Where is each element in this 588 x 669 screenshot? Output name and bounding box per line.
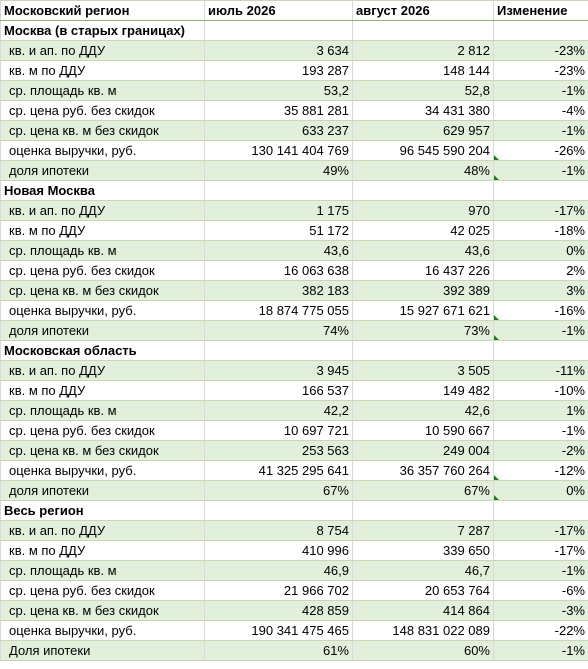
august-value[interactable]: 7 287 [353, 521, 494, 541]
july-value[interactable]: 253 563 [205, 441, 353, 461]
july-value[interactable]: 43,6 [205, 241, 353, 261]
august-value[interactable]: 148 144 [353, 61, 494, 81]
august-value[interactable]: 148 831 022 089 [353, 621, 494, 641]
july-value[interactable]: 53,2 [205, 81, 353, 101]
table-row [1, 461, 588, 481]
august-value[interactable]: 249 004 [353, 441, 494, 461]
july-value[interactable]: 51 172 [205, 221, 353, 241]
change-value[interactable] [494, 321, 588, 341]
metric-label[interactable]: оценка выручки, руб. [1, 141, 205, 161]
change-value[interactable]: -3% [494, 601, 588, 621]
metric-label[interactable]: ср. цена кв. м без скидок [1, 281, 205, 301]
table-row [1, 521, 588, 541]
section-title[interactable]: Московская область [1, 341, 205, 361]
section-empty-cell[interactable] [205, 341, 353, 361]
metric-label[interactable]: оценка выручки, руб. [1, 461, 205, 481]
section-title[interactable]: Весь регион [1, 501, 205, 521]
table-row [1, 581, 588, 601]
comment-marker-icon [494, 315, 500, 321]
july-value[interactable]: 193 287 [205, 61, 353, 81]
july-value[interactable]: 16 063 638 [205, 261, 353, 281]
change-text: 0% [566, 482, 585, 498]
change-text: -16% [554, 302, 585, 318]
august-value[interactable]: 36 357 760 264 [353, 461, 494, 481]
comment-marker-icon [494, 335, 500, 341]
section-empty-cell[interactable] [494, 181, 588, 201]
section-title[interactable]: Москва (в старых границах) [1, 21, 205, 41]
change-value[interactable]: -17% [494, 201, 588, 221]
table-row [1, 201, 588, 221]
table-row [1, 161, 588, 181]
august-value[interactable]: 34 431 380 [353, 101, 494, 121]
table-row [1, 101, 588, 121]
change-value[interactable]: -22% [494, 621, 588, 641]
change-text: -1% [561, 162, 585, 178]
change-value[interactable] [494, 301, 588, 321]
table-row [1, 621, 588, 641]
change-value[interactable]: -18% [494, 221, 588, 241]
table-row [1, 241, 588, 261]
table-body [1, 21, 588, 661]
table-row [1, 81, 588, 101]
metric-label[interactable]: оценка выручки, руб. [1, 621, 205, 641]
header-row [1, 1, 588, 21]
august-value[interactable]: 60% [353, 641, 494, 661]
table-row [1, 41, 588, 61]
table-row [1, 321, 588, 341]
august-value[interactable]: 43,6 [353, 241, 494, 261]
change-value[interactable]: 1% [494, 401, 588, 421]
change-value[interactable]: -1% [494, 81, 588, 101]
header-july[interactable]: июль 2026 [205, 1, 353, 21]
metric-label[interactable]: доля ипотеки [1, 481, 205, 501]
august-value[interactable]: 48% [353, 161, 494, 181]
august-value[interactable]: 15 927 671 621 [353, 301, 494, 321]
change-value[interactable]: -11% [494, 361, 588, 381]
metric-label[interactable]: ср. цена руб. без скидок [1, 421, 205, 441]
section-empty-cell[interactable] [494, 501, 588, 521]
table-row [1, 361, 588, 381]
july-value[interactable]: 3 945 [205, 361, 353, 381]
metric-label[interactable]: кв. и ап. по ДДУ [1, 361, 205, 381]
table-row [1, 61, 588, 81]
metric-label[interactable]: ср. площадь кв. м [1, 81, 205, 101]
august-value[interactable]: 2 812 [353, 41, 494, 61]
july-value[interactable]: 49% [205, 161, 353, 181]
table-row [1, 141, 588, 161]
change-value[interactable]: -4% [494, 101, 588, 121]
july-value[interactable]: 190 341 475 465 [205, 621, 353, 641]
table-row [1, 401, 588, 421]
change-value[interactable]: -17% [494, 541, 588, 561]
august-value[interactable]: 414 864 [353, 601, 494, 621]
metric-label[interactable]: кв. и ап. по ДДУ [1, 41, 205, 61]
august-value[interactable]: 20 653 764 [353, 581, 494, 601]
change-value[interactable]: -23% [494, 41, 588, 61]
august-value[interactable]: 52,8 [353, 81, 494, 101]
july-value[interactable]: 428 859 [205, 601, 353, 621]
table-row [1, 481, 588, 501]
july-value[interactable]: 35 881 281 [205, 101, 353, 121]
table-row [1, 221, 588, 241]
july-value[interactable]: 3 634 [205, 41, 353, 61]
comment-marker-icon [494, 475, 500, 481]
august-value[interactable]: 392 389 [353, 281, 494, 301]
august-value[interactable]: 73% [353, 321, 494, 341]
august-value[interactable]: 149 482 [353, 381, 494, 401]
august-value[interactable]: 339 650 [353, 541, 494, 561]
july-value[interactable]: 410 996 [205, 541, 353, 561]
metric-label[interactable]: ср. цена кв. м без скидок [1, 121, 205, 141]
change-value[interactable] [494, 461, 588, 481]
july-value[interactable]: 1 175 [205, 201, 353, 221]
table-row [1, 441, 588, 461]
july-value[interactable]: 74% [205, 321, 353, 341]
july-value[interactable]: 166 537 [205, 381, 353, 401]
august-value[interactable]: 970 [353, 201, 494, 221]
table-row [1, 121, 588, 141]
section-empty-cell[interactable] [353, 181, 494, 201]
section-row [1, 21, 588, 41]
table-row [1, 601, 588, 621]
august-value[interactable]: 46,7 [353, 561, 494, 581]
change-value[interactable]: -2% [494, 441, 588, 461]
change-value[interactable]: -10% [494, 381, 588, 401]
july-value[interactable]: 382 183 [205, 281, 353, 301]
table-row [1, 261, 588, 281]
metric-label[interactable]: ср. площадь кв. м [1, 241, 205, 261]
table-row [1, 281, 588, 301]
metric-label[interactable]: ср. цена руб. без скидок [1, 261, 205, 281]
august-value[interactable]: 629 957 [353, 121, 494, 141]
header-august[interactable]: август 2026 [353, 1, 494, 21]
metric-label[interactable]: ср. цена руб. без скидок [1, 581, 205, 601]
change-text: -1% [561, 322, 585, 338]
change-value[interactable]: -1% [494, 121, 588, 141]
table-row [1, 641, 588, 661]
august-value[interactable]: 42,6 [353, 401, 494, 421]
comment-marker-icon [494, 155, 500, 161]
section-empty-cell[interactable] [353, 341, 494, 361]
header-change[interactable]: Изменение [494, 1, 588, 21]
july-value[interactable]: 633 237 [205, 121, 353, 141]
july-value[interactable]: 41 325 295 641 [205, 461, 353, 481]
metric-label[interactable]: ср. площадь кв. м [1, 401, 205, 421]
section-empty-cell[interactable] [205, 21, 353, 41]
change-text: -26% [554, 142, 585, 158]
change-value[interactable]: 0% [494, 241, 588, 261]
table-row [1, 561, 588, 581]
july-value[interactable]: 18 874 775 055 [205, 301, 353, 321]
metric-label[interactable]: кв. м по ДДУ [1, 61, 205, 81]
change-value[interactable]: -1% [494, 641, 588, 661]
july-value[interactable]: 8 754 [205, 521, 353, 541]
august-value[interactable]: 67% [353, 481, 494, 501]
change-value[interactable]: -6% [494, 581, 588, 601]
august-value[interactable]: 96 545 590 204 [353, 141, 494, 161]
section-row [1, 181, 588, 201]
metric-label[interactable]: ср. цена кв. м без скидок [1, 601, 205, 621]
metric-label[interactable]: ср. площадь кв. м [1, 561, 205, 581]
metric-label[interactable]: кв. и ап. по ДДУ [1, 521, 205, 541]
change-value[interactable]: -1% [494, 421, 588, 441]
metric-label[interactable]: кв. м по ДДУ [1, 381, 205, 401]
change-value[interactable] [494, 141, 588, 161]
header-region[interactable]: Московский регион [1, 1, 205, 21]
metric-label[interactable]: доля ипотеки [1, 321, 205, 341]
july-value[interactable]: 61% [205, 641, 353, 661]
metric-label[interactable]: доля ипотеки [1, 161, 205, 181]
section-title[interactable]: Новая Москва [1, 181, 205, 201]
comment-marker-icon [494, 495, 500, 501]
august-value[interactable]: 3 505 [353, 361, 494, 381]
table-row [1, 421, 588, 441]
change-value[interactable]: 2% [494, 261, 588, 281]
august-value[interactable]: 10 590 667 [353, 421, 494, 441]
metric-label[interactable]: оценка выручки, руб. [1, 301, 205, 321]
metric-label[interactable]: кв. м по ДДУ [1, 541, 205, 561]
july-value[interactable]: 10 697 721 [205, 421, 353, 441]
section-empty-cell[interactable] [353, 21, 494, 41]
july-value[interactable]: 42,2 [205, 401, 353, 421]
july-value[interactable]: 67% [205, 481, 353, 501]
table-row [1, 541, 588, 561]
comment-marker-icon [494, 175, 500, 181]
change-value[interactable]: 3% [494, 281, 588, 301]
section-row [1, 501, 588, 521]
section-empty-cell[interactable] [205, 501, 353, 521]
july-value[interactable]: 130 141 404 769 [205, 141, 353, 161]
metric-label[interactable]: кв. и ап. по ДДУ [1, 201, 205, 221]
metric-label[interactable]: Доля ипотеки [1, 641, 205, 661]
table-row [1, 301, 588, 321]
change-text: -12% [554, 462, 585, 478]
july-value[interactable]: 46,9 [205, 561, 353, 581]
section-empty-cell[interactable] [494, 21, 588, 41]
section-empty-cell[interactable] [353, 501, 494, 521]
change-value[interactable]: -1% [494, 561, 588, 581]
change-value[interactable]: -23% [494, 61, 588, 81]
section-row [1, 341, 588, 361]
august-value[interactable]: 16 437 226 [353, 261, 494, 281]
table-row [1, 381, 588, 401]
change-value[interactable] [494, 481, 588, 501]
metric-label[interactable]: ср. цена руб. без скидок [1, 101, 205, 121]
august-value[interactable]: 42 025 [353, 221, 494, 241]
metric-label[interactable]: кв. м по ДДУ [1, 221, 205, 241]
july-value[interactable]: 21 966 702 [205, 581, 353, 601]
section-empty-cell[interactable] [494, 341, 588, 361]
metric-label[interactable]: ср. цена кв. м без скидок [1, 441, 205, 461]
section-empty-cell[interactable] [205, 181, 353, 201]
change-value[interactable] [494, 161, 588, 181]
change-value[interactable]: -17% [494, 521, 588, 541]
